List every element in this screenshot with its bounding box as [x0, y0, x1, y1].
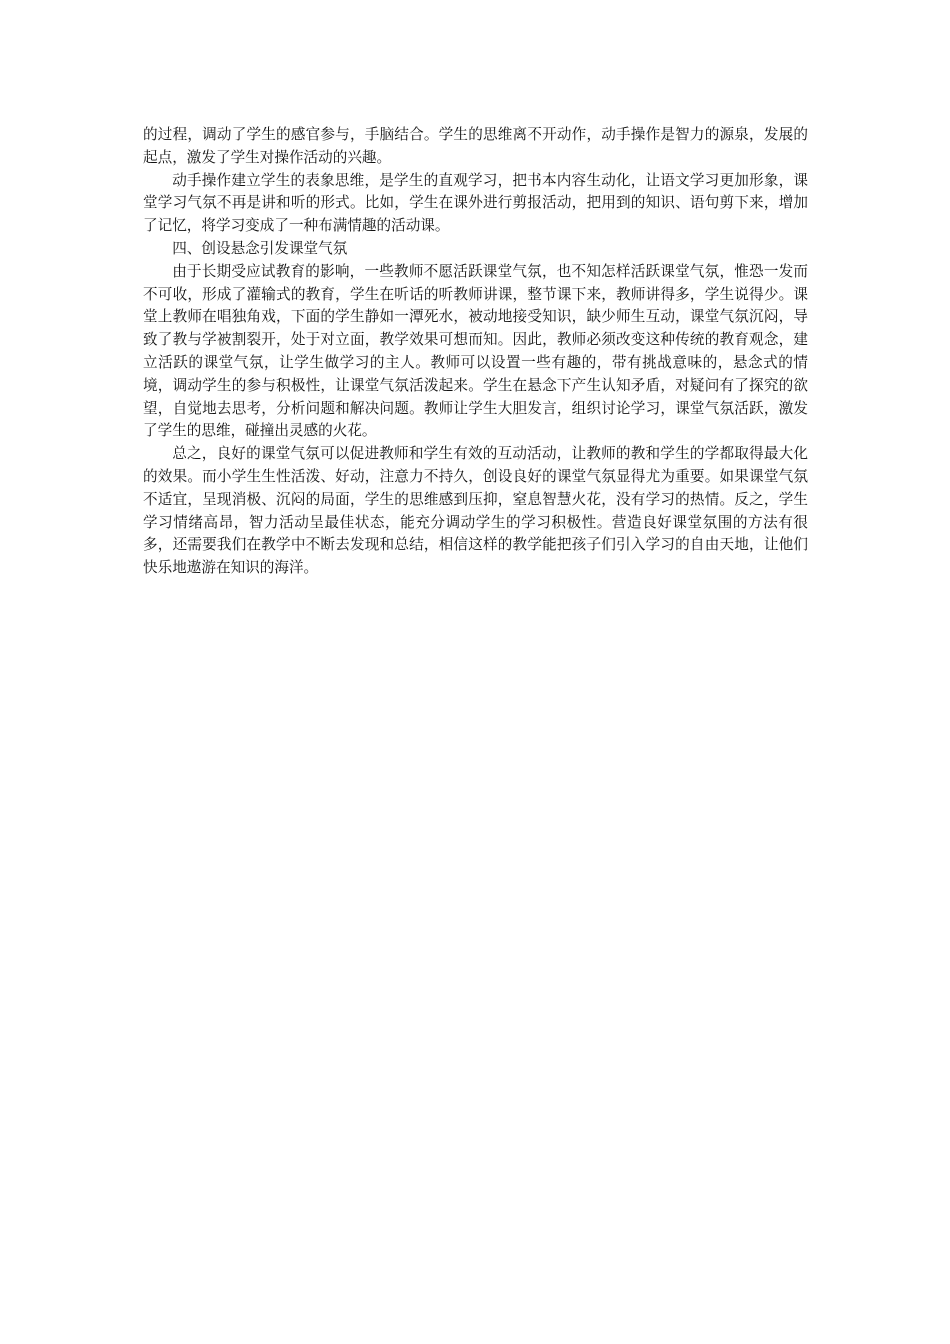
paragraph-continuation: 的过程，调动了学生的感官参与，手脑结合。学生的思维离不开动作，动手操作是智力的源泉，发展的起点，激发了学生对操作活动的兴趣。 — [143, 126, 808, 166]
section-heading: 四、创设悬念引发课堂气氛 — [172, 239, 348, 257]
paragraph-suspense: 由于长期受应试教育的影响，一些教师不愿活跃课堂气氛，也不知怎样活跃课堂气氛，惟恐一发而不可收，形成了灌输式的教育，学生在听话的听教师讲课，整节课下来，教师讲得多，学生说得少。课堂上教师在唱独角戏，下面的学生静如一潭死水，被动地接受知识，缺少师生互动，课堂气氛沉闷，导致了教与学被割裂开，处于对立面，教学效果可想而知。因此，教师必须改变这种传统的教育观念，建立活跃的课堂气氛，让学生做学习的主人。教师可以设置一些有趣的，带有挑战意味的，悬念式的情境，调动学生的参与积极性，让课堂气氛活泼起来。学生在悬念下产生认知矛盾，对疑问有了探究的欲望，自觉地去思考，分析问题和解决问题。教师让学生大胆发言，组织讨论学习，课堂气氛活跃，激发了学生的思维，碰撞出灵感的火花。 — [143, 262, 808, 440]
paragraph-conclusion: 总之，良好的课堂气氛可以促进教师和学生有效的互动活动，让教师的教和学生的学都取得最大化的效果。而小学生生性活泼、好动，注意力不持久，创设良好的课堂气氛显得尤为重要。如果课堂气氛不适宜，呈现消极、沉闷的局面，学生的思维感到压抑，窒息智慧火花，没有学习的热情。反之，学生学习情绪高昂，智力活动呈最佳状态，能充分调动学生的学习积极性。营造良好课堂氛围的方法有很多，还需要我们在教学中不断去发现和总结，相信这样的教学能把孩子们引入学习的自由天地，让他们快乐地遨游在知识的海洋。 — [143, 445, 808, 577]
document-body — [143, 124, 808, 580]
paragraph-hands-on-operation: 动手操作建立学生的表象思维，是学生的直观学习，把书本内容生动化，让语文学习更加形象，课堂学习气氛不再是讲和听的形式。比如，学生在课外进行剪报活动，把用到的知识、语句剪下来，增加了记忆，将学习变成了一种布满情趣的活动课。 — [143, 171, 808, 235]
